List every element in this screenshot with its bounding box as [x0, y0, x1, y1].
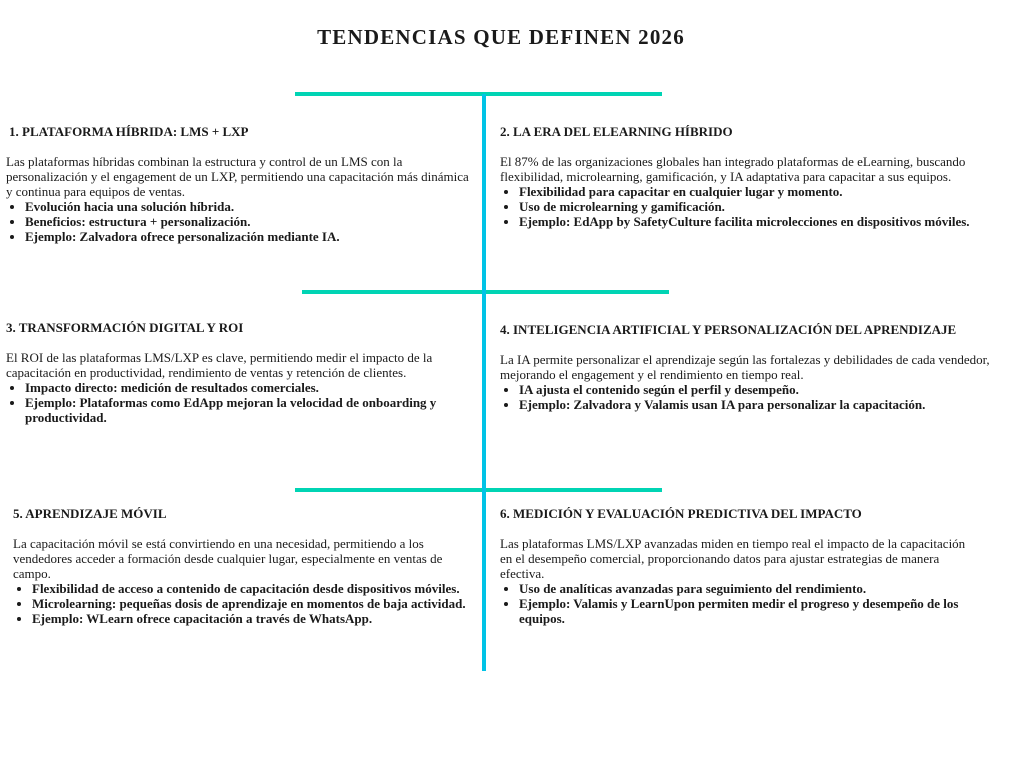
bullet-item: • Ejemplo: Zalvadora ofrece personalización mediante IA. — [25, 229, 476, 244]
section-heading: 6. MEDICIÓN Y EVALUACIÓN PREDICTIVA DEL IMPACTO — [500, 506, 862, 521]
bullet-item: • Flexibilidad de acceso a contenido de capacitación desde dispositivos móviles. — [32, 581, 478, 596]
bullet-list — [500, 382, 995, 412]
bullet-list — [13, 581, 478, 626]
bullet-item: • Ejemplo: WLearn ofrece capacitación a través de WhatsApp. — [32, 611, 478, 626]
section-4 — [500, 322, 995, 412]
section-heading: 2. LA ERA DEL ELEARNING HÍBRIDO — [500, 124, 733, 139]
section-6 — [500, 506, 970, 626]
bullet-item: • Impacto directo: medición de resultados comerciales. — [25, 380, 476, 395]
divider-top — [295, 92, 662, 96]
section-body: La IA permite personalizar el aprendizaje según las fortalezas y debilidades de cada vendedor, mejorando el engagement y el rendimiento en tiempo real. — [500, 352, 990, 382]
bullet-item: • Microlearning: pequeñas dosis de aprendizaje en momentos de baja actividad. — [32, 596, 478, 611]
bullet-item: • Ejemplo: EdApp by SafetyCulture facilita microlecciones en dispositivos móviles. — [519, 214, 995, 229]
bullet-list — [6, 380, 476, 425]
bullet-list — [500, 184, 995, 229]
bullet-item: • Ejemplo: Valamis y LearnUpon permiten medir el progreso y desempeño de los equipos. — [519, 596, 970, 626]
bullet-item: • Flexibilidad para capacitar en cualquier lugar y momento. — [519, 184, 995, 199]
section-body: El ROI de las plataformas LMS/LXP es clave, permitiendo medir el impacto de la capacitación en productividad, rendimiento de ventas y retención de clientes. — [6, 350, 433, 380]
section-heading: 5. APRENDIZAJE MÓVIL — [13, 506, 167, 521]
section-heading: 3. TRANSFORMACIÓN DIGITAL Y ROI — [6, 320, 244, 335]
bullet-item: • Evolución hacia una solución híbrida. — [25, 199, 476, 214]
bullet-item: • Beneficios: estructura + personalización. — [25, 214, 476, 229]
section-5 — [13, 506, 478, 626]
section-body: El 87% de las organizaciones globales han integrado plataformas de eLearning, buscando flexibilidad, microlearning, gamificación, y IA adaptativa para capacitar a sus equipos. — [500, 154, 966, 184]
bullet-list — [6, 199, 476, 244]
bullet-item: • Ejemplo: Zalvadora y Valamis usan IA para personalizar la capacitación. — [519, 397, 995, 412]
section-2 — [500, 124, 995, 229]
section-3 — [6, 320, 476, 425]
page-title: TENDENCIAS QUE DEFINEN 2026 — [317, 25, 685, 49]
bullet-item: • IA ajusta el contenido según el perfil y desempeño. — [519, 382, 995, 397]
section-heading: 4. INTELIGENCIA ARTIFICIAL Y PERSONALIZACIÓN DEL APRENDIZAJE — [500, 322, 957, 337]
section-1 — [6, 124, 476, 244]
section-body: La capacitación móvil se está convirtiendo en una necesidad, permitiendo a los vendedores acceder a formación desde cualquier lugar, especialmente en ventas de campo. — [13, 536, 443, 581]
bullet-item: • Uso de analíticas avanzadas para seguimiento del rendimiento. — [519, 581, 970, 596]
section-heading: 1. PLATAFORMA HÍBRIDA: LMS + LXP — [9, 124, 249, 139]
divider-lower — [295, 488, 662, 492]
bullet-list — [500, 581, 970, 626]
section-body: Las plataformas LMS/LXP avanzadas miden en tiempo real el impacto de la capacitación en el desempeño comercial, proporcionando datos para ajustar estrategias de manera efectiva. — [500, 536, 966, 581]
section-body: Las plataformas híbridas combinan la estructura y control de un LMS con la personalización y el engagement de un LXP, permitiendo una capacitación más dinámica y continua para equipos de ventas. — [6, 154, 469, 199]
divider-vertical — [482, 94, 486, 671]
bullet-item: • Uso de microlearning y gamificación. — [519, 199, 995, 214]
bullet-item: • Ejemplo: Plataformas como EdApp mejoran la velocidad de onboarding y productividad. — [25, 395, 476, 425]
